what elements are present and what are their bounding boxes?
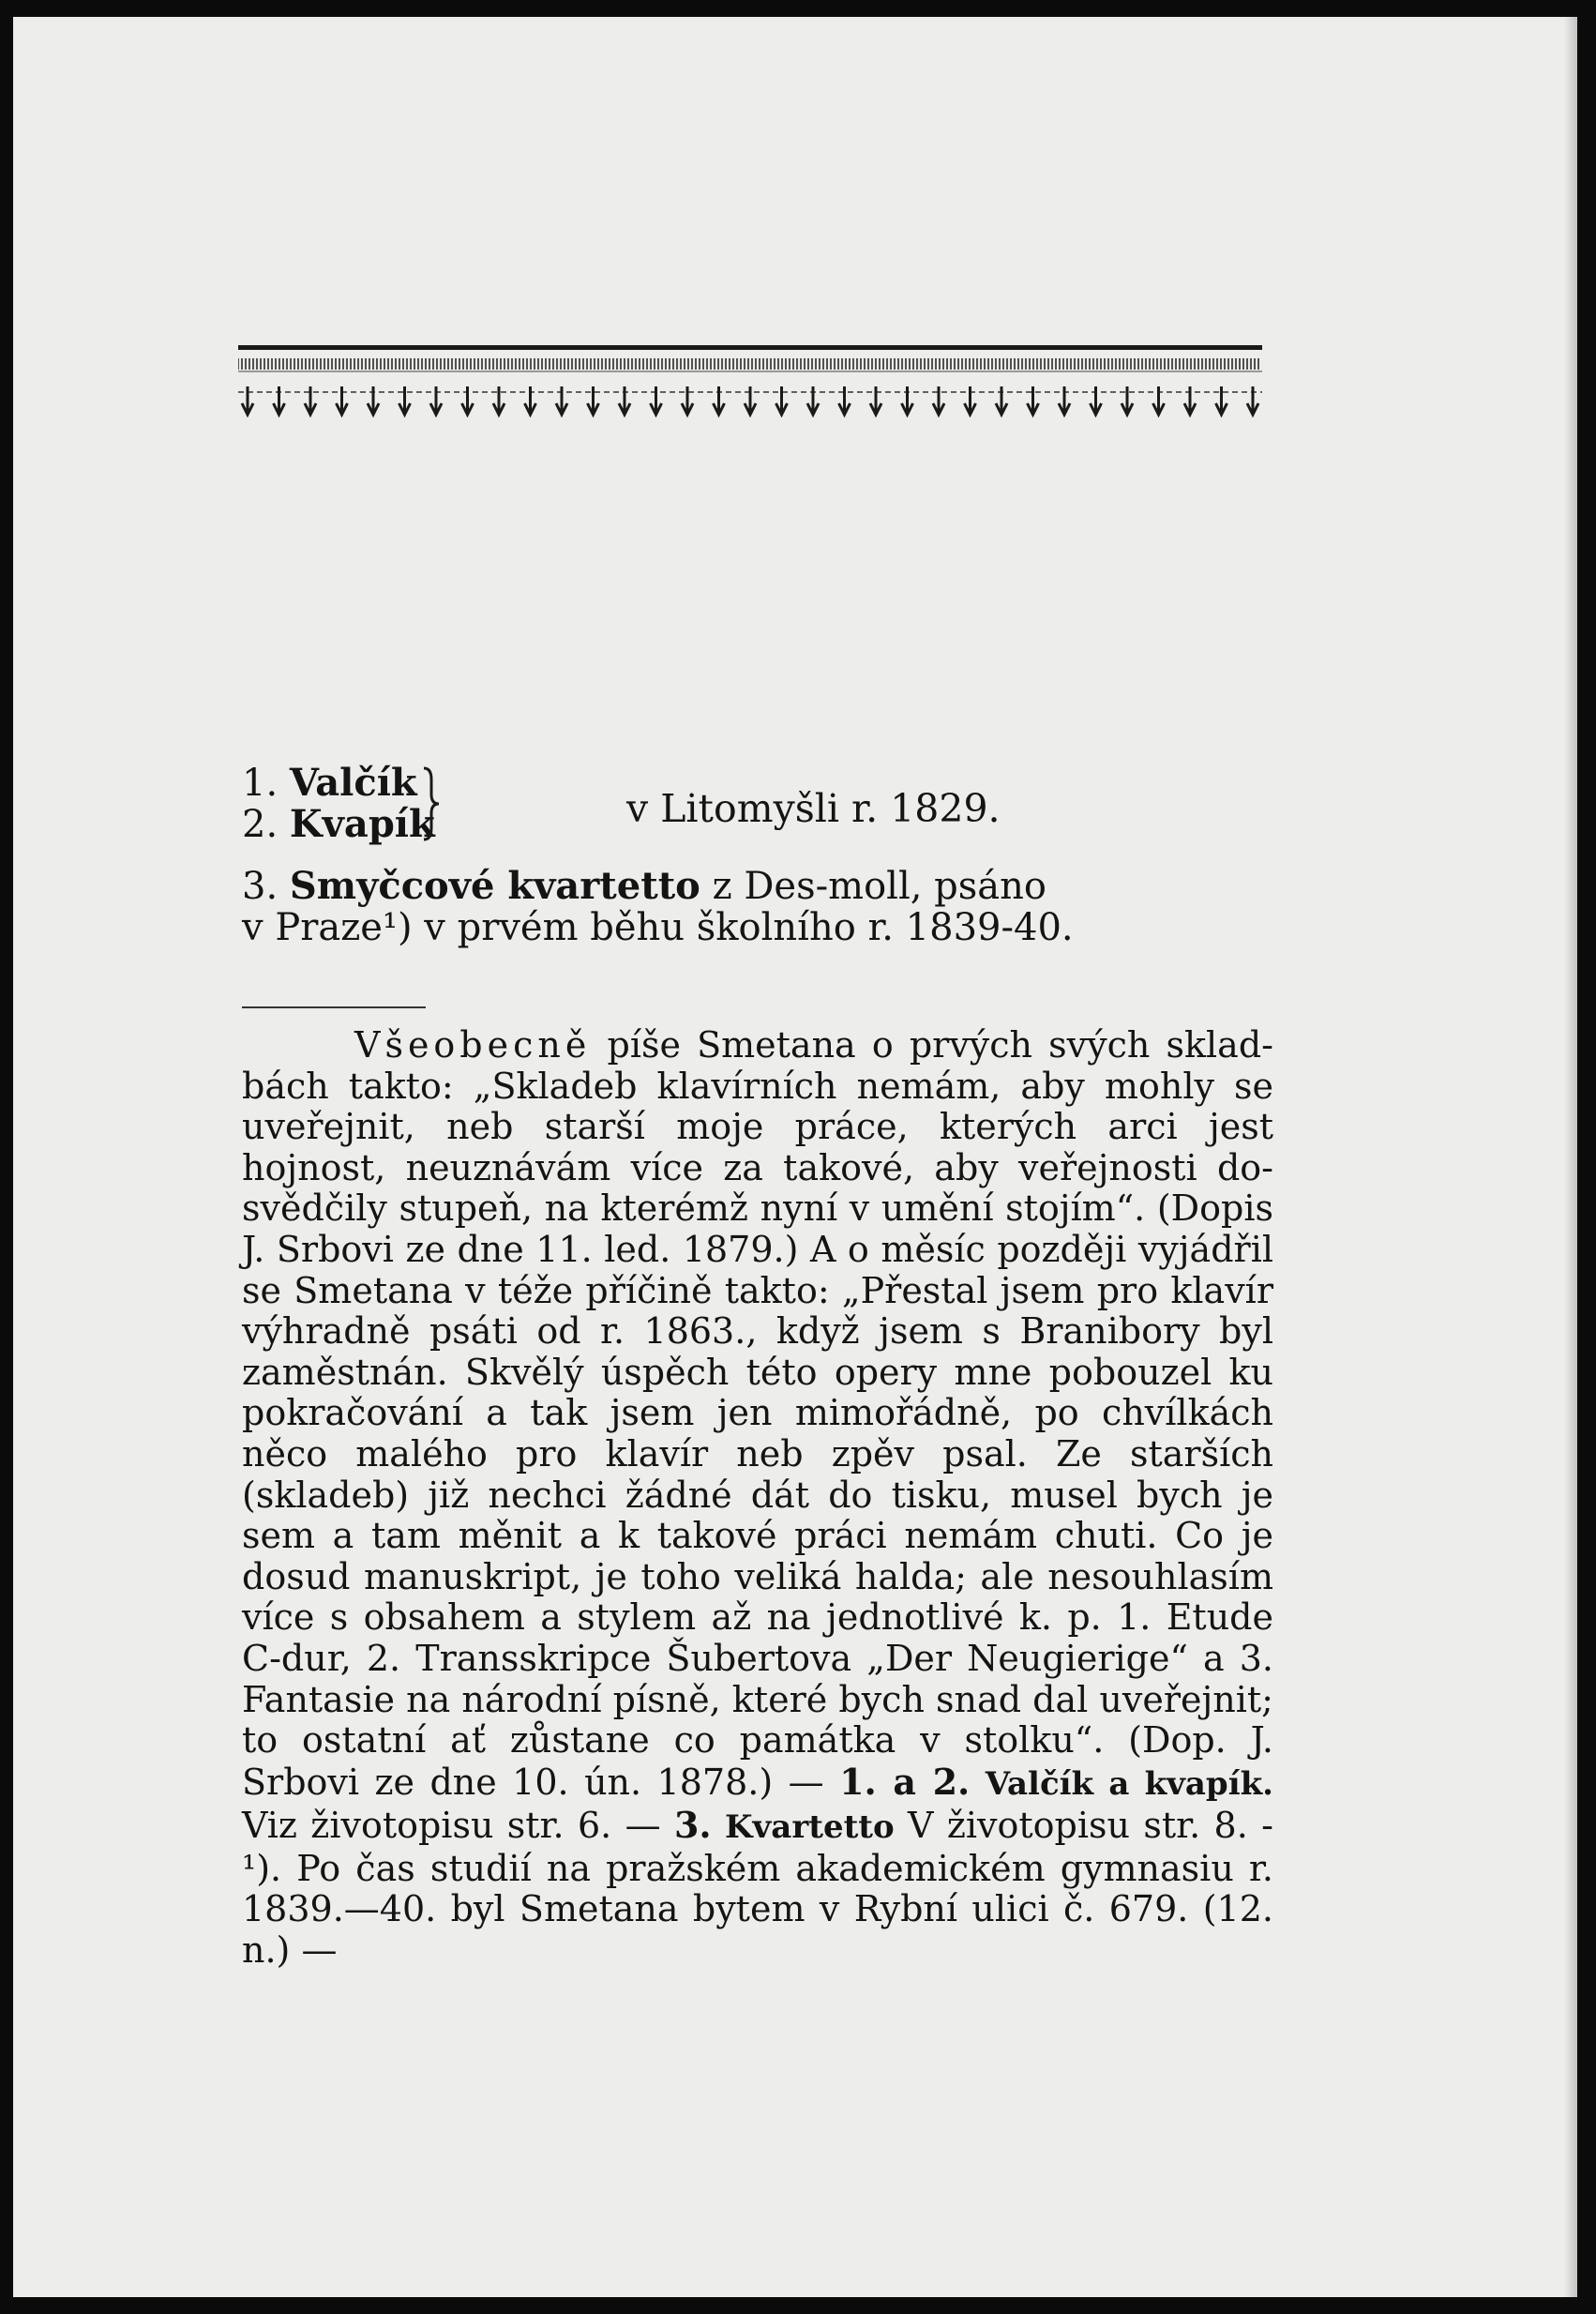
composition-list [242,763,1273,948]
footnote-divider [242,1006,426,1008]
footnote-body [242,1025,1273,1972]
page [13,17,1577,2297]
item-text: z Des-moll, psáno [700,865,1046,908]
item-title: Smyčcové kvartetto [289,864,700,908]
ref-numbers: 1. a 2. [839,1760,971,1803]
item-title: Kvapík [289,802,435,846]
item-number: 2. [242,803,279,846]
curly-brace-icon [418,763,446,845]
ref-label: Valčík a kvapík. [985,1764,1273,1803]
item-number: 1. [242,762,279,805]
ref-label: Kvartetto [725,1808,895,1847]
list-item-3-continued: v Praze¹) v prvém běhu školního r. 1839-40. [242,906,1074,949]
item-number: 3. [242,865,279,908]
lead-word: Všeobecně [354,1024,592,1066]
header-ornament [238,326,1262,430]
body-text: píše Smetana o prvých svých skladbách takto: „Skladeb klavírních nemám, aby mohly se uveřejnit, neb starší moje práce, kterých arci jest hojnost, neuznávám více za takové, aby veřejnosti dosvědčily stupeň, na kterémž nyní v umění stojím“. (Dopis J. Srbovi ze dne 11. led. 1879.) A o měsíc později vyjádřil se Smetana v téže příčině takto: „Přestal jsem pro klavír výhradně psáti od r. 1863., když jsem s Branibory byl zaměstnán. Skvělý úspěch této opery mne pobouzel ku pokračování a tak jsem jen mimořádně, po chvílkách něco malého pro klavír neb zpěv psal. Ze starších (skladeb) již nechci žádné dát do tisku, musel bych je sem a tam měnit a k takové práci nemám chuti. Co je dosud manuskript, je toho veliká halda; ale nesouhlasím více s obsahem a stylem až na jednotlivé k. p. 1. Etude C-dur, 2. Transskripce Šubertova „Der Neugierige“ a 3. Fantasie na národní písně, které bych snad dal uveřejnit; to ostatní ať zůstane co památka v stolku“. (Dop. J. Srbovi ze dne 10. ún. 1878.) — [242,1024,1273,1803]
body-text: Viz životopisu str. 6. — [242,1805,674,1847]
list-item-3 [242,866,1273,907]
body-text: V životopisu str. 8. - ¹). Po čas studií na pražském akademickém gymnasiu r. 1839.—40. byl Smetana bytem v Rybní ulici č. 679. (12. n.) — [242,1805,1273,1972]
ref-number: 3. [673,1804,712,1847]
item-title: Valčík [289,761,417,805]
shared-location: v Litomyšli r. 1829. [626,786,1001,831]
